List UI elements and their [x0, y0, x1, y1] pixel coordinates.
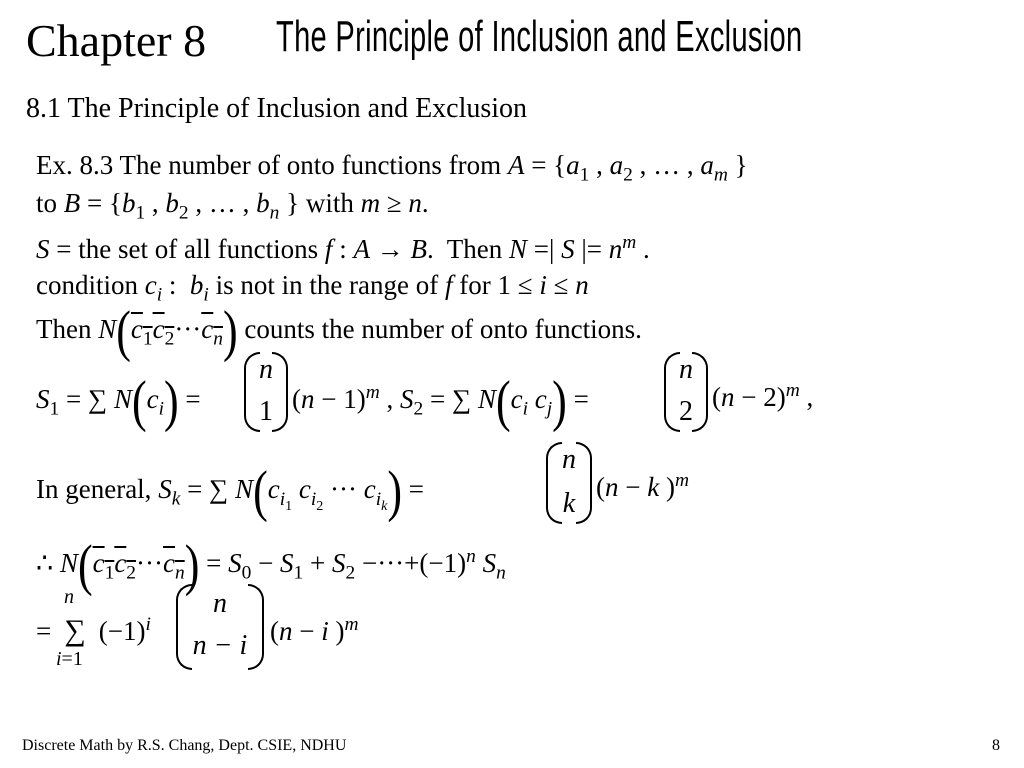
set-definition-text: = the set of all functions — [49, 234, 325, 264]
not-in-range-text: is not in the range of — [208, 270, 446, 300]
chapter-label: Chapter 8 — [26, 15, 207, 66]
in-general-text: In general, — [36, 474, 152, 505]
section-heading: 8.1 The Principle of Inclusion and Exclusion — [26, 93, 528, 124]
binom-n-k: n k — [546, 442, 592, 524]
condition-line: condition $c_i$ : $b_i$ is not in the range of f for 1 ≤ i ≤ n — [36, 270, 589, 306]
s1-tail: $(n - 1)^m$ , $S_2$ = ∑ $N(c_i$ $c_j$) = — [292, 369, 589, 434]
therefore-formula: ∴ $N(c_1c_2\cdot\cdot\cdot c_n) = S_0 - S_1 + S_2 -\cdot\cdot\cdot+(-1)^n$ $S_n$ — [36, 533, 506, 598]
binom-n-2: n 2 — [664, 352, 708, 432]
footer-credit: Discrete Math by R.S. Chang, Dept. CSIE, NDHU — [22, 737, 347, 754]
example-label: Ex. — [36, 150, 80, 180]
then-word: Then — [446, 234, 503, 264]
condition-word: condition — [36, 270, 138, 300]
binom-n-n-minus-i: n n − i — [176, 584, 264, 670]
to-word: to — [36, 188, 58, 218]
summation-formula: = n ∑ i=1 $(-1)^i$ — [36, 586, 151, 670]
general-formula: In general, $S_k$ = ∑ $N(c_{i_1}$ $c_{i_2}$ ··· $c_{i_k}$) = — [36, 459, 424, 524]
page-number: 8 — [992, 737, 1000, 754]
for-word: for — [452, 270, 498, 300]
counts-text: counts the number of onto functions. — [237, 314, 642, 345]
with-word: with — [299, 188, 361, 218]
general-tail: (n − k )$^m$ — [596, 470, 690, 502]
example-text: 8.3 The number of onto functions from — [79, 150, 502, 180]
summation-tail: (n − i )$^m$ — [270, 614, 359, 646]
s1-s2-formula: $S_1$ = ∑ $N(c_i)$ = — [36, 369, 201, 434]
slide-title: The Principle of Inclusion and Exclusion — [276, 12, 803, 61]
set-definition-line: S = the set of all functions f : A → B. Then N =| S |= $n^m$ . — [36, 232, 650, 264]
example-line-1: Ex. 8.3 The number of onto functions from $A = \{a_1$ , $a_2$ , … , $a_m$ } — [36, 150, 748, 186]
s2-tail: $(n - 2)^m$ , — [712, 380, 814, 412]
then-word-2: Then — [36, 314, 92, 345]
example-line-2: to $B = \{b_1$ , $b_2$ , … , $b_n$ } with m ≥ n. — [36, 188, 429, 224]
binom-n-1: n 1 — [244, 352, 288, 432]
counts-line: Then $N(c_1c_2\cdot\cdot\cdot c_n)$ counts the number of onto functions. — [36, 299, 642, 364]
